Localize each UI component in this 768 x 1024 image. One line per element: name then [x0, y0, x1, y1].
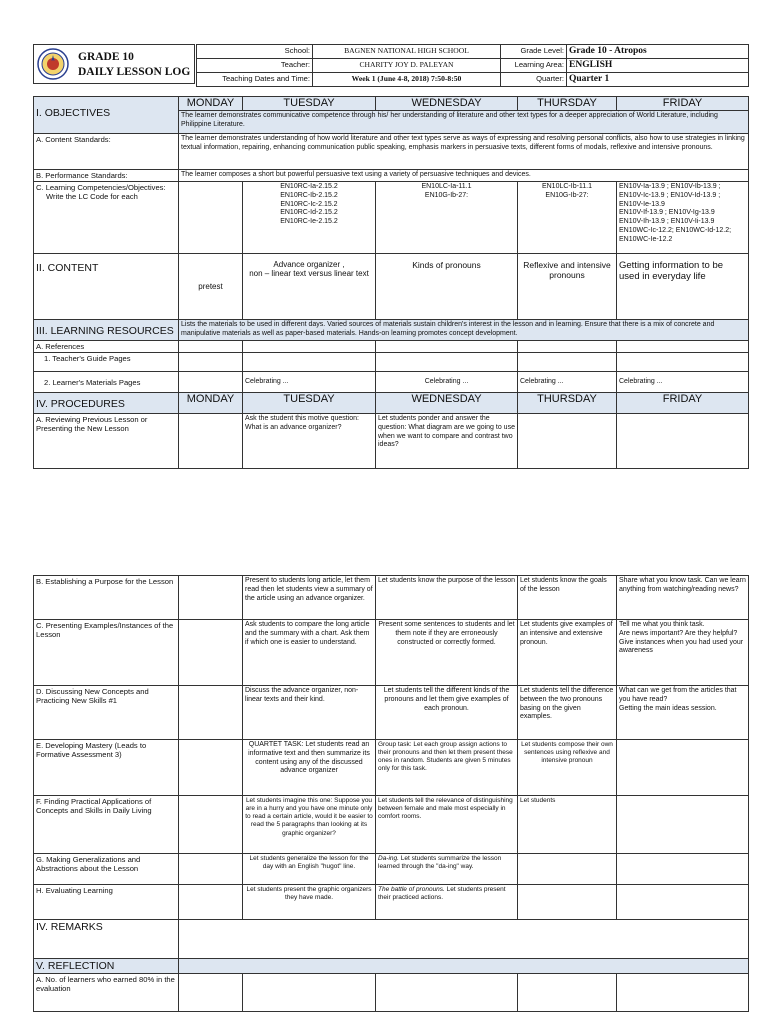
grade-level-label: Grade Level:	[501, 45, 567, 59]
proc-g-wednesday-title: Da-ing.	[378, 855, 399, 862]
dates-label: Teaching Dates and Time:	[197, 73, 313, 87]
lm-thursday: Celebrating ...	[518, 372, 617, 393]
proc-c-wednesday: Present some sentences to students and let them note if they are erroneously constructed or correctly formed.	[376, 620, 518, 686]
proc-f-thursday: Let students	[518, 796, 617, 854]
remarks-title: IV. REMARKS	[34, 920, 179, 959]
proc-d-wednesday: Let students tell the different kinds of the pronouns and let them give examples of each pronoun.	[376, 686, 518, 740]
competencies-thursday: EN10LC-Ib-11.1 EN10G-Ib-27:	[518, 182, 617, 254]
grade-title: GRADE 10	[78, 51, 134, 63]
proc-d-friday: What can we get from the articles that you have read? Getting the main ideas session.	[617, 686, 749, 740]
resources-text: Lists the materials to be used in different days. Varied sources of materials sustain children's interest in the lesson and in learning. Ensure that there is a mix of concrete and manipulative materials as well as paper-based materials. Hands-on learning promotes concept development.	[179, 320, 749, 341]
lm-tuesday: Celebrating ...	[243, 372, 376, 393]
day-friday: FRIDAY	[617, 97, 749, 111]
header-info-table	[196, 44, 749, 87]
proc-c-label: C. Presenting Examples/Instances of the Lesson	[34, 620, 179, 686]
content-thursday: Reflexive and intensive pronouns	[518, 254, 617, 320]
proc-e-tuesday: QUARTET TASK: Let students read an informative text and then summarize its content using any of the discussed advance organizer	[243, 740, 376, 796]
day-monday: MONDAY	[179, 97, 243, 111]
resources-title: III. LEARNING RESOURCES	[34, 320, 179, 341]
proc-g-thursday	[518, 854, 617, 885]
proc-h-wednesday: Let students present their practiced actions.	[378, 886, 506, 902]
objectives-title: I. OBJECTIVES	[34, 97, 179, 134]
proc-g-wednesday-cell	[376, 854, 518, 885]
header-logo-box	[33, 44, 195, 84]
teacher-value: CHARITY JOY D. PALEYAN	[313, 59, 501, 73]
proc-f-friday	[617, 796, 749, 854]
competencies-label: C. Learning Competencies/Objectives:	[36, 183, 166, 193]
remarks-cell	[179, 920, 749, 959]
proc-f-tuesday: Let students imagine this one: Suppose you are in a hurry and you have one minute only to read a certain article, would it be easier to read the 5 paragraphs than looking at its graphic organizer?	[243, 796, 376, 854]
proc-h-wednesday-title: The battle of pronouns.	[378, 886, 445, 893]
objectives-text: The learner demonstrates communicative competence through his/ her understanding of literature and other text types for a deeper appreciation of World Literature, including Philippine Literature.	[179, 111, 749, 134]
references-label: A. References	[34, 341, 179, 353]
proc-day-friday: FRIDAY	[617, 393, 749, 414]
log-title: DAILY LESSON LOG	[78, 66, 191, 78]
proc-d-thursday: Let students tell the difference between the two pronouns basing on the given examples.	[518, 686, 617, 740]
proc-d-label: D. Discussing New Concepts and Practicing New Skills #1	[34, 686, 179, 740]
proc-g-wednesday: Let students summarize the lesson learned through the "da-ing" way.	[378, 855, 502, 871]
proc-a-wednesday: Let students ponder and answer the question: What diagram are we going to use when we want to compare and contrast two ideas?	[376, 414, 518, 469]
school-value: BAGNEN NATIONAL HIGH SCHOOL	[313, 45, 501, 59]
proc-h-tuesday: Let students present the graphic organizers they have made.	[243, 885, 376, 920]
day-wednesday: WEDNESDAY	[376, 97, 518, 111]
proc-g-label: G. Making Generalizations and Abstractions about the Lesson	[34, 854, 179, 885]
proc-c-thursday: Let students give examples of an intensive and extensive pronoun.	[518, 620, 617, 686]
proc-c-friday: Tell me what you think task. Are news important? Are they helpful? Give instances when you had used your awareness	[617, 620, 749, 686]
proc-h-thursday	[518, 885, 617, 920]
proc-b-thursday: Let students know the goals of the lesson	[518, 576, 617, 620]
competencies-wednesday: EN10LC-Ia-11.1 EN10G-Ib-27:	[376, 182, 518, 254]
dates-value: Week 1 (June 4-8, 2018) 7:50-8:50	[313, 73, 501, 87]
proc-b-tuesday: Present to students long article, let them read then let students view a summary of the article using an advance organizer.	[243, 576, 376, 620]
content-standards-text: The learner demonstrates understanding of how world literature and other text types serve as ways of expressing and resolving personal conflicts, also how to use strategies in linking textual information, repairing, enhancing communication public speaking, emphasis markers in persuasive texts, different forms of modals, reflexive and intensive pronouns.	[179, 134, 749, 170]
proc-b-wednesday: Let students know the purpose of the lesson	[376, 576, 518, 620]
proc-h-friday	[617, 885, 749, 920]
learners-materials-label: 2. Learner's Materials Pages	[34, 372, 179, 393]
lm-friday: Celebrating ...	[617, 372, 749, 393]
proc-e-thursday: Let students compose their own sentences using reflexive and intensive pronoun	[518, 740, 617, 796]
proc-c-tuesday: Ask students to compare the long article and the summary with a chart. Ask them if which one is easier to understand.	[243, 620, 376, 686]
proc-g-friday	[617, 854, 749, 885]
competencies-sub: Write the LC Code for each	[46, 192, 138, 202]
quarter-value: Quarter 1	[567, 73, 749, 87]
competencies-friday: EN10V-Ia-13.9 ; EN10V-Ib-13.9 ; EN10V-Ic-13.9 ; EN10V-Id-13.9 ; EN10V-Ie-13.9 EN10V-If-13.9 ; EN10V-Ig-13.9 EN10V-Ih-13.9 ; EN10V-Ii-13.9 EN10WC-Ic-12.2; EN10WC-Id-12.2; EN10WC-Ie-12.2	[617, 182, 749, 254]
competencies-cell	[34, 182, 179, 254]
quarter-label: Quarter:	[501, 73, 567, 87]
proc-a-tuesday: Ask the student this motive question: What is an advance organizer?	[243, 414, 376, 469]
proc-day-tuesday: TUESDAY	[243, 393, 376, 414]
proc-a-label: A. Reviewing Previous Lesson or Presenting the New Lesson	[34, 414, 179, 469]
proc-day-monday: MONDAY	[179, 393, 243, 414]
proc-d-tuesday: Discuss the advance organizer, non-linear texts and their kind.	[243, 686, 376, 740]
content-monday: pretest	[179, 254, 243, 320]
lesson-table-page1	[33, 96, 749, 469]
proc-b-label: B. Establishing a Purpose for the Lesson	[34, 576, 179, 620]
proc-f-label: F. Finding Practical Applications of Concepts and Skills in Daily Living	[34, 796, 179, 854]
grade-level-value: Grade 10 - Atropos	[567, 45, 749, 59]
learning-area-label: Learning Area:	[501, 59, 567, 73]
proc-day-wednesday: WEDNESDAY	[376, 393, 518, 414]
reflection-title: V. REFLECTION	[34, 959, 179, 974]
proc-h-label: H. Evaluating Learning	[34, 885, 179, 920]
lm-wednesday: Celebrating ...	[376, 372, 518, 393]
competencies-monday	[179, 182, 243, 254]
school-label: School:	[197, 45, 313, 59]
performance-standards-text: The learner composes a short but powerful persuasive text using a variety of persuasive techniques and devices.	[179, 170, 749, 182]
performance-standards-label: B. Performance Standards:	[34, 170, 179, 182]
proc-e-wednesday: Group task: Let each group assign actions to their pronouns and then let them present these ones in random. Students are given 5 minutes only for this task.	[376, 740, 518, 796]
day-tuesday: TUESDAY	[243, 97, 376, 111]
content-standards-label: A. Content Standards:	[34, 134, 179, 170]
learning-area-value: ENGLISH	[567, 59, 749, 73]
procedures-title: IV. PROCEDURES	[34, 393, 179, 414]
reflection-a-label: A. No. of learners who earned 80% in the evaluation	[34, 974, 179, 1012]
proc-e-label: E. Developing Mastery (Leads to Formative Assessment 3)	[34, 740, 179, 796]
proc-day-thursday: THURSDAY	[518, 393, 617, 414]
competencies-tuesday: EN10RC-Ia-2.15.2 EN10RC-Ib-2.15.2 EN10RC-Ic-2.15.2 EN10RC-Id-2.15.2 EN10RC-Ie-2.15.2	[243, 182, 376, 254]
proc-h-wednesday-cell	[376, 885, 518, 920]
proc-b-friday: Share what you know task. Can we learn anything from watching/reading news?	[617, 576, 749, 620]
proc-g-tuesday: Let students generalize the lesson for the day with an English "hugot" line.	[243, 854, 376, 885]
content-wednesday: Kinds of pronouns	[376, 254, 518, 320]
teachers-guide-label: 1. Teacher's Guide Pages	[34, 353, 179, 372]
content-tuesday: Advance organizer , non – linear text versus linear text	[243, 254, 376, 320]
day-thursday: THURSDAY	[518, 97, 617, 111]
teacher-label: Teacher:	[197, 59, 313, 73]
content-title: II. CONTENT	[34, 254, 179, 320]
lesson-table-page2	[33, 575, 749, 1012]
proc-e-friday	[617, 740, 749, 796]
content-friday: Getting information to be used in everyday life	[617, 254, 749, 320]
deped-seal-icon	[37, 48, 69, 80]
proc-f-wednesday: Let students tell the relevance of distinguishing between female and male most especially in comfort rooms.	[376, 796, 518, 854]
